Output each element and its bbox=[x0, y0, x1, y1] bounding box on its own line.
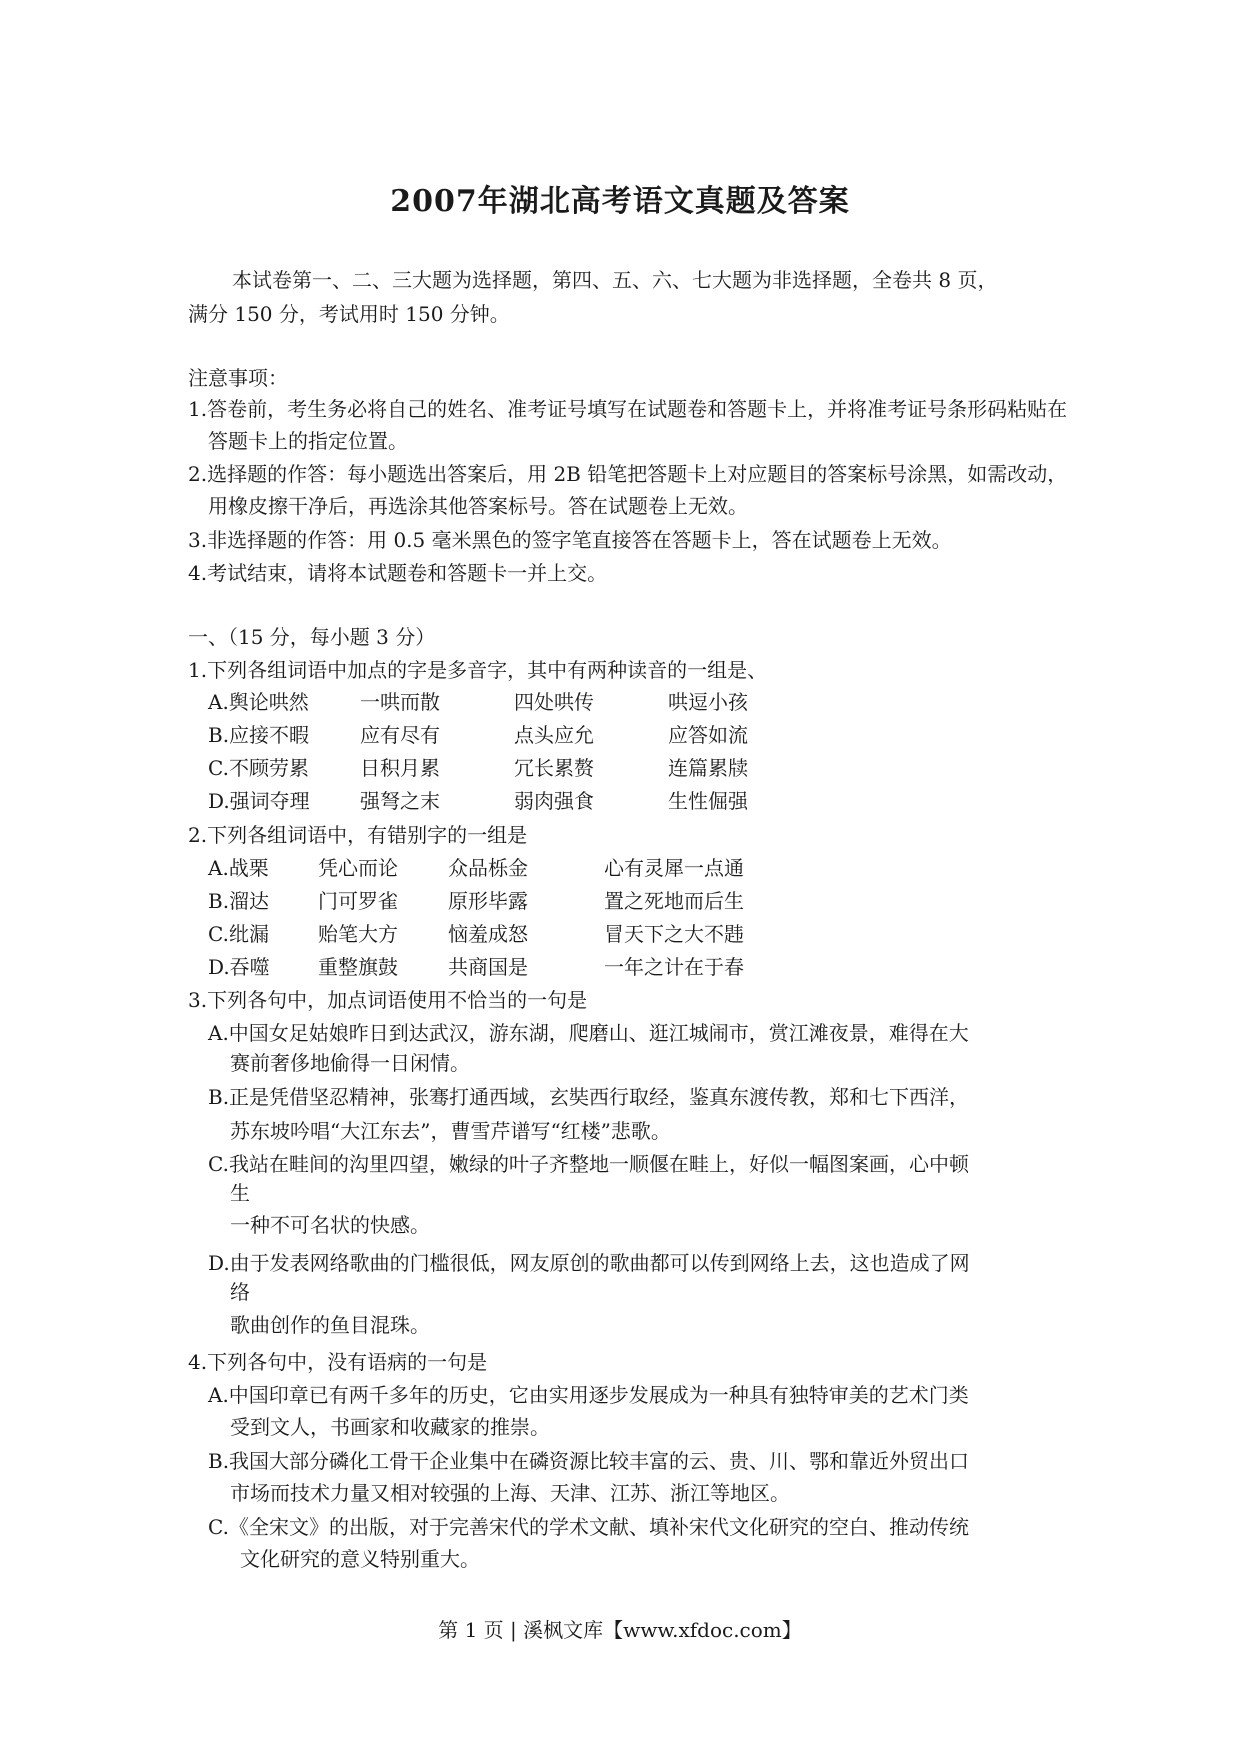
option-c-line: 一种不可名状的快感。 bbox=[230, 1213, 430, 1237]
option-word: 日积月累 bbox=[360, 756, 440, 780]
option-word: 恼羞成怒 bbox=[448, 922, 528, 946]
option-a-line: A.中国印章已有两千多年的历史，它由实用逐步发展成为一种具有独特审美的艺术门类 bbox=[208, 1383, 969, 1407]
option-word: 一年之计在于春 bbox=[604, 955, 744, 979]
option-word: 一哄而散 bbox=[360, 690, 440, 714]
page-title: 2007年湖北高考语文真题及答案 bbox=[390, 184, 850, 219]
option-word: 置之死地而后生 bbox=[604, 889, 744, 913]
option-a-line: 受到文人，书画家和收藏家的推崇。 bbox=[230, 1415, 550, 1439]
option-word: B.应接不暇 bbox=[208, 723, 310, 747]
section-heading: 一、（15 分，每小题 3 分） bbox=[188, 625, 436, 649]
option-c-line: 文化研究的意义特别重大。 bbox=[240, 1547, 480, 1571]
option-word: 哄逗小孩 bbox=[668, 690, 748, 714]
intro-line-1: 本试卷第一、二、三大题为选择题，第四、五、六、七大题为非选择题，全卷共 8 页， bbox=[232, 268, 998, 292]
option-word: 心有灵犀一点通 bbox=[604, 856, 744, 880]
option-word: 门可罗雀 bbox=[318, 889, 398, 913]
option-c-line: C.我站在畦间的沟里四望，嫩绿的叶子齐整地一顺偃在畦上，好似一幅图案画，心中顿 bbox=[208, 1152, 969, 1176]
option-word: 弱肉强食 bbox=[514, 789, 594, 813]
option-d-line: 络 bbox=[230, 1280, 250, 1304]
option-word: 重整旗鼓 bbox=[318, 955, 398, 979]
option-word: 生性倔强 bbox=[668, 789, 748, 813]
option-word: 贻笔大方 bbox=[318, 922, 398, 946]
intro-line-2: 满分 150 分，考试用时 150 分钟。 bbox=[188, 302, 510, 326]
note-item: 1.答卷前，考生务必将自己的姓名、准考证号填写在试题卷和答题卡上，并将准考证号条形码粘贴在答题卡上的指定位置。 bbox=[188, 397, 1068, 453]
option-b-line: 苏东坡吟唱“大江东去”，曹雪芹谱写“红楼”悲歌。 bbox=[230, 1119, 671, 1143]
option-word: 原形毕露 bbox=[448, 889, 528, 913]
option-b-line: 市场而技术力量又相对较强的上海、天津、江苏、浙江等地区。 bbox=[230, 1481, 790, 1505]
option-word: 连篇累牍 bbox=[668, 756, 748, 780]
option-word: A.战栗 bbox=[208, 856, 269, 880]
question-stem: 2.下列各组词语中，有错别字的一组是 bbox=[188, 823, 528, 847]
option-word: 众品栎金 bbox=[448, 856, 528, 880]
question-stem: 4.下列各句中，没有语病的一句是 bbox=[188, 1350, 488, 1374]
note-item: 3.非选择题的作答：用 0.5 毫米黑色的签字笔直接答在答题卡上，答在试题卷上无效。 bbox=[188, 528, 952, 552]
option-word: 凭心而论 bbox=[318, 856, 398, 880]
question-stem: 3.下列各句中，加点词语使用不恰当的一句是 bbox=[188, 988, 588, 1012]
option-word: 共商国是 bbox=[448, 955, 528, 979]
option-a-line: A.中国女足姑娘昨日到达武汉，游东湖，爬磨山、逛江城闹市，赏江滩夜景，难得在大 bbox=[208, 1021, 969, 1045]
note-item: 2.选择题的作答：每小题选出答案后，用 2B 铅笔把答题卡上对应题目的答案标号涂黑，如需改动，用橡皮擦干净后，再选涂其他答案标号。答在试题卷上无效。 bbox=[188, 462, 1068, 518]
option-b-line: B.我国大部分磷化工骨干企业集中在磷资源比较丰富的云、贵、川、鄂和靠近外贸出口 bbox=[208, 1449, 970, 1473]
note-item: 4.考试结束，请将本试题卷和答题卡一并上交。 bbox=[188, 561, 608, 585]
option-word: D.吞噬 bbox=[208, 955, 270, 979]
option-word: A.舆论哄然 bbox=[208, 690, 309, 714]
option-word: 点头应允 bbox=[514, 723, 594, 747]
option-word: D.强词夺理 bbox=[208, 789, 310, 813]
option-word: 应有尽有 bbox=[360, 723, 440, 747]
page-footer: 第 1 页 | 溪枫文库【www.xfdoc.com】 bbox=[438, 1618, 802, 1642]
option-word: 冒天下之大不韪 bbox=[604, 922, 744, 946]
option-d-line: D.由于发表网络歌曲的门槛很低，网友原创的歌曲都可以传到网络上去，这也造成了网 bbox=[208, 1251, 970, 1275]
option-b-line: B.正是凭借坚忍精神，张骞打通西域，玄奘西行取经，鉴真东渡传教，郑和七下西洋， bbox=[208, 1085, 970, 1109]
option-c-line: 生 bbox=[230, 1181, 250, 1205]
option-word: B.溜达 bbox=[208, 889, 270, 913]
question-stem: 1.下列各组词语中加点的字是多音字，其中有两种读音的一组是、 bbox=[188, 658, 768, 682]
option-word: 冗长累赘 bbox=[514, 756, 594, 780]
option-d-line: 歌曲创作的鱼目混珠。 bbox=[230, 1313, 430, 1337]
option-a-line: 赛前奢侈地偷得一日闲情。 bbox=[230, 1051, 470, 1075]
option-word: C.纰漏 bbox=[208, 922, 269, 946]
option-word: C.不顾劳累 bbox=[208, 756, 309, 780]
option-word: 四处哄传 bbox=[514, 690, 594, 714]
notes-heading: 注意事项： bbox=[188, 366, 288, 390]
option-word: 强弩之末 bbox=[360, 789, 440, 813]
option-word: 应答如流 bbox=[668, 723, 748, 747]
option-c-line: C.《全宋文》的出版，对于完善宋代的学术文献、填补宋代文化研究的空白、推动传统 bbox=[208, 1515, 969, 1539]
